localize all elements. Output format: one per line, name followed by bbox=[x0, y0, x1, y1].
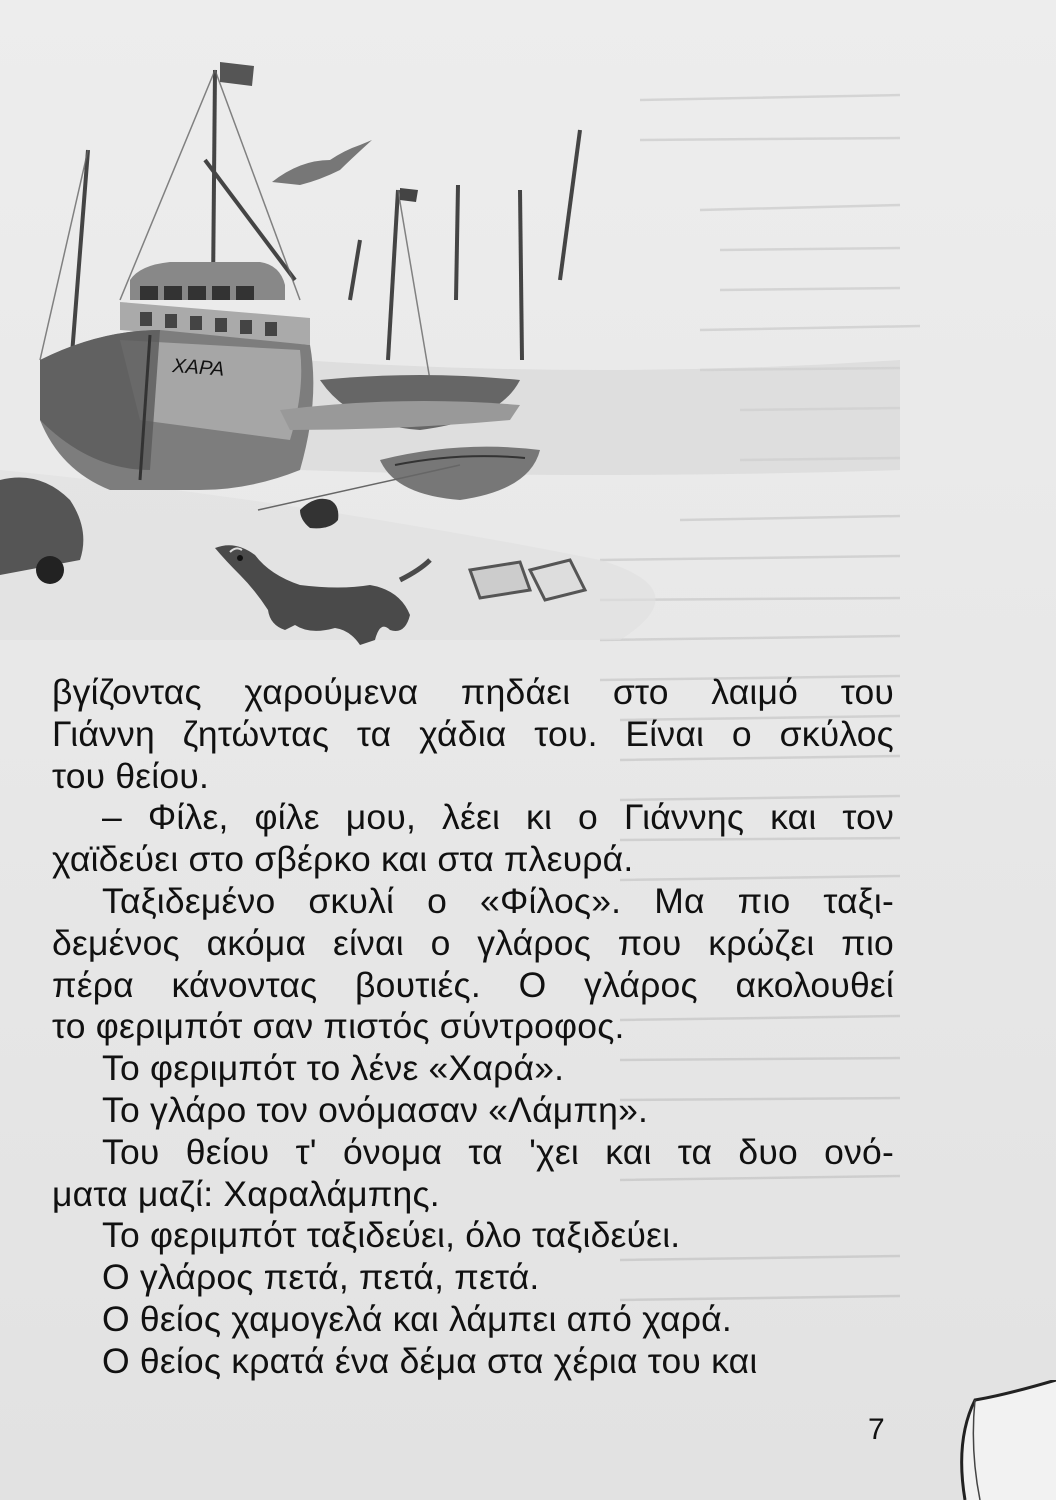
page-corner-curl bbox=[945, 1380, 1056, 1500]
text-line: Ο θείος χαμογελά και λάμπει από χαρά. bbox=[102, 1298, 732, 1339]
page-number: 7 bbox=[868, 1413, 885, 1446]
ship-name-label: ΧΑΡΑ bbox=[171, 355, 225, 381]
seagull-icon bbox=[272, 140, 372, 185]
harbor-illustration bbox=[0, 0, 1056, 680]
text-line: Του θείου τ' όνομα τα 'χει και τα δυο ονό- bbox=[102, 1131, 894, 1172]
flag-icon bbox=[220, 62, 254, 86]
body-text bbox=[52, 672, 894, 1383]
text-line: Γιάννη ζητώντας τα χάδια του. Είναι ο σκύλος bbox=[52, 713, 894, 754]
text-line: του θείου. bbox=[52, 755, 210, 796]
text-line: ματα μαζί: Χαραλάμπης. bbox=[52, 1173, 440, 1214]
text-line: πέρα κάνοντας βουτιές. Ο γλάρος ακολουθεί bbox=[52, 964, 894, 1005]
text-line: το φεριμπότ σαν πιστός σύντροφος. bbox=[52, 1006, 625, 1047]
text-line: Ταξιδεμένο σκυλί ο «Φίλος». Μα πιο ταξι- bbox=[102, 880, 894, 921]
text-line: Ο γλάρος πετά, πετά, πετά. bbox=[102, 1257, 540, 1298]
text-line: Το γλάρο τον ονόμασαν «Λάμπη». bbox=[102, 1089, 649, 1130]
text-line: χαϊδεύει στο σβέρκο και στα πλευρά. bbox=[52, 839, 634, 880]
text-line: βγίζοντας χαρούμενα πηδάει στο λαιμό του bbox=[52, 672, 894, 712]
text-line: Το φεριμπότ το λένε «Χαρά». bbox=[102, 1048, 565, 1089]
text-line: δεμένος ακόμα είναι ο γλάρος που κρώζει πιο bbox=[52, 922, 894, 963]
text-line: Το φεριμπότ ταξιδεύει, όλο ταξιδεύει. bbox=[102, 1215, 681, 1256]
text-line: – Φίλε, φίλε μου, λέει κι ο Γιάννης και τον bbox=[102, 797, 894, 838]
text-line: Ο θείος κρατά ένα δέμα στα χέρια του και bbox=[102, 1340, 758, 1381]
